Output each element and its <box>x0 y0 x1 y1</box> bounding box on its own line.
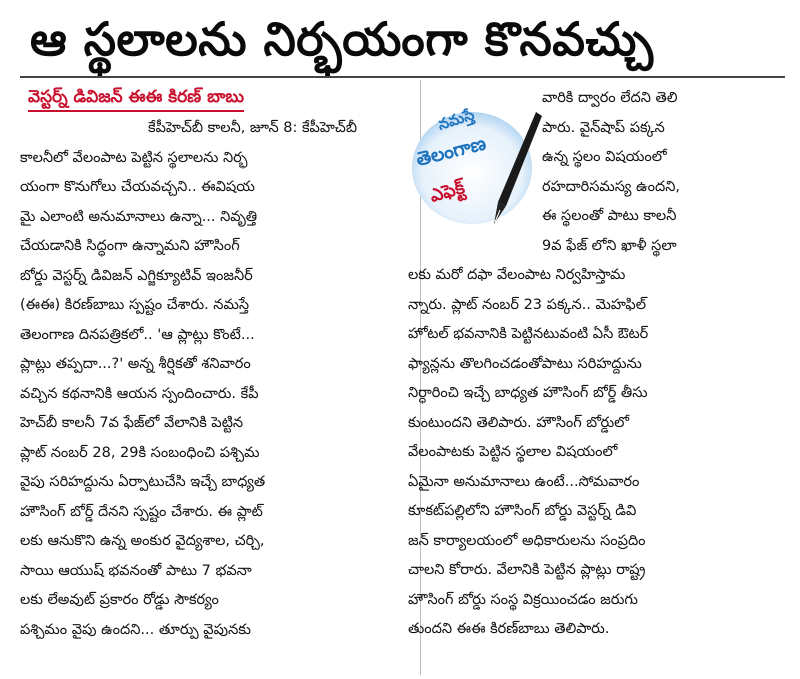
right-line: లకు మరో దఫా వేలంపాట నిర్వహిస్తామ <box>408 267 626 283</box>
right-line: న్నారు. ప్లాట్ నంబర్ 23 పక్కన.. మెహఫిల్ <box>408 296 646 313</box>
right-line: జన్ కార్యాలయంలో అధికారులను సంప్రదిం <box>408 532 646 549</box>
left-line: కేపీహెచ్‌బీ కాలనీ, జూన్ 8: కేపీహెచ్‌బీ <box>148 120 358 136</box>
right-line: చాలని కోరారు. వేలానికి పెట్టిన ప్లాట్లు రాష్ట్ర <box>408 562 646 578</box>
right-line: ఈ స్థలంతో పాటు కాలనీ <box>542 208 677 224</box>
left-line: వచ్చిన కథనానికి ఆయన స్పందించారు. కేపీ <box>20 385 259 402</box>
right-line: వేలంపాటకు పెట్టిన స్థలాల విషయంలో <box>408 444 618 460</box>
byline: వెస్టర్న్ డివిజన్ ఈఈ కిరణ్ బాబు <box>28 84 244 112</box>
article-body <box>20 80 785 675</box>
headline-rule <box>20 76 785 78</box>
left-line: హౌసింగ్ బోర్డ్ దేనని స్పష్టం చేశారు. ఈ ప్లాట్ <box>20 503 263 520</box>
right-line: ఏమైనా అనుమానాలు ఉంటే...సోమవారం <box>408 473 640 490</box>
right-line: ఉన్న స్థలం విషయంలో <box>542 149 667 165</box>
left-line: హెచ్‌బీ కాలనీ 7వ ఫేజ్‌లో వేలానికి పెట్టిన <box>20 415 244 431</box>
right-line: ఫ్యాన్లను తొలగించడంతోపాటు సరిహద్దును <box>408 355 642 372</box>
left-column <box>20 114 412 645</box>
left-line: చేయడానికి సిద్ధంగా ఉన్నామని హౌసింగ్ <box>20 238 240 254</box>
left-line: యంగా కొనుగోలు చేయవచ్చని.. ఈవిషయ <box>20 179 255 195</box>
logo-bottom-text: ఎఫెక్ట్ <box>427 176 468 207</box>
left-line: ప్లాట్ నంబర్ 28, 29కి సంబంధించి పశ్చిమ <box>20 444 260 461</box>
left-line: మై ఎలాంటి అనుమానాలు ఉన్నా... నివృత్తి <box>20 208 258 225</box>
left-line: లకు ఆనుకొని ఉన్న అంకుర వైద్యశాల, చర్చి, <box>20 533 265 549</box>
right-line: తుందని ఈఈ కిరణ్‌బాబు తెలిపారు. <box>408 621 610 637</box>
logo-middle-text: తెలంగాణ <box>413 132 489 171</box>
left-line: (ఈఈ) కిరణ్‌బాబు స్పష్టం చేశారు. నమస్తే <box>20 297 250 313</box>
right-line: హౌసింగ్ బోర్డు సంస్థ విక్రయించడం జరుగు <box>408 591 638 608</box>
left-line: సాయి ఆయుష్ భవనంతో పాటు 7 భవనా <box>20 562 252 579</box>
right-line: కూకట్‌పల్లిలోని హౌసింగ్ బోర్డు వెస్టర్న్ డివి <box>408 503 637 519</box>
left-line: లకు లేఅవుట్ ప్రకారం రోడ్డు సౌకర్యం <box>20 592 219 608</box>
left-line: పశ్చిమం వైపు ఉందని... తూర్పు వైపునకు <box>20 621 251 638</box>
right-line: వారికి ద్వారం లేదని తెలి <box>542 90 678 106</box>
right-line: హోటల్ భవనానికి పెట్టినటువంటి ఏసీ ఔటర్ <box>408 326 649 342</box>
left-line: వైపు సరిహద్దును ఏర్పాటుచేసి ఇచ్చే బాధ్యత <box>20 474 266 490</box>
right-line: పారు. వైన్‌షాప్ పక్కన <box>542 119 665 136</box>
right-column <box>408 84 781 645</box>
left-line: తెలంగాణ దినపత్రికలో.. 'ఆ ప్లాట్లు కొంటే... <box>20 326 255 343</box>
right-line: నిర్ధారించి ఇచ్చే బాధ్యత హౌసింగ్ బోర్డ్ తీసు <box>408 385 648 401</box>
headline: ఆ స్థలాలను నిర్భయంగా కొనవచ్చు <box>30 12 654 66</box>
right-line: కుంటుందని తెలిపారు. హౌసింగ్ బోర్డులో <box>408 414 630 431</box>
logo-top-text: నమస్తే <box>435 105 477 134</box>
right-line: రహదారిసమస్య ఉందని, <box>542 178 680 195</box>
left-line: ప్లాట్లు తప్పదా...?' అన్న శీర్షికతో శనివారం <box>20 356 251 372</box>
right-line: 9వ ఫేజ్ లోని ఖాళీ స్థలా <box>542 237 677 254</box>
left-line: కాలనీలో వేలంపాట పెట్టిన స్థలాలను నిర్భ <box>20 149 248 166</box>
left-line: బోర్డు వెస్టర్న్ డివిజన్ ఎగ్జిక్యూటివ్ ఇంజనీర్ <box>20 267 253 284</box>
